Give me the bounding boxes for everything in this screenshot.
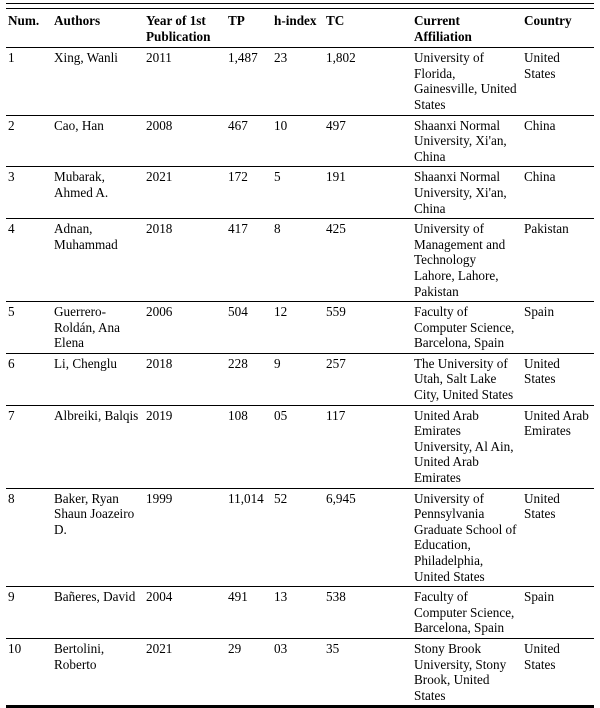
column-header-tc: TC <box>326 13 345 28</box>
cell-auth: Li, Chenglu <box>54 355 118 371</box>
cell-year: 2021 <box>146 169 173 185</box>
cell-year: 2018 <box>146 355 173 371</box>
cell-year: 2006 <box>146 304 173 320</box>
cell-ctry: United States <box>524 490 560 522</box>
cell-auth: Xing, Wanli <box>54 50 118 66</box>
cell-year: 2008 <box>146 117 173 133</box>
cell-tc: 191 <box>326 169 346 185</box>
cell-aff: Shaanxi Normal University, Xi'an, China <box>414 117 507 164</box>
header-row <box>6 9 594 48</box>
cell-tp: 228 <box>228 355 248 371</box>
cell-h: 8 <box>274 221 281 237</box>
cell-year: 2019 <box>146 407 173 423</box>
cell-h: 52 <box>274 490 288 506</box>
cell-ctry: United States <box>524 355 560 387</box>
table-row <box>6 48 594 115</box>
cell-num: 2 <box>8 117 15 133</box>
cell-num: 3 <box>8 169 15 185</box>
table-row <box>6 489 594 587</box>
cell-tp: 11,014 <box>228 490 264 506</box>
cell-auth: Baker, Ryan Shaun Joazeiro D. <box>54 490 135 537</box>
cell-h: 05 <box>274 407 288 423</box>
column-header-tp: TP <box>228 13 245 28</box>
cell-auth: Bañeres, David <box>54 589 136 605</box>
cell-tp: 467 <box>228 117 248 133</box>
table-row <box>6 302 594 353</box>
cell-h: 5 <box>274 169 281 185</box>
cell-year: 2018 <box>146 221 173 237</box>
cell-tc: 425 <box>326 221 346 237</box>
cell-aff: Faculty of Computer Science, Barcelona, Spain <box>414 304 515 351</box>
cell-aff: University of Pennsylvania Graduate School of Education, Philadelphia, United States <box>414 490 517 584</box>
table-row <box>6 219 594 301</box>
cell-h: 23 <box>274 50 288 66</box>
cell-aff: The University of Utah, Salt Lake City, United States <box>414 355 514 403</box>
cell-tc: 117 <box>326 407 346 423</box>
cell-auth: Bertolini, Roberto <box>54 640 105 672</box>
cell-tp: 29 <box>228 640 242 656</box>
cell-year: 2021 <box>146 640 173 656</box>
cell-ctry: United States <box>524 640 560 672</box>
cell-num: 5 <box>8 304 15 320</box>
cell-ctry: Pakistan <box>524 221 569 237</box>
column-header-authors: Authors <box>54 13 101 28</box>
cell-num: 1 <box>8 50 15 66</box>
cell-tc: 538 <box>326 589 346 605</box>
column-header-affiliation: Current Affiliation <box>414 13 472 44</box>
cell-tc: 35 <box>326 640 340 656</box>
cell-aff: Faculty of Computer Science, Barcelona, Spain <box>414 589 515 636</box>
cell-tp: 417 <box>228 221 248 237</box>
cell-ctry: China <box>524 117 556 133</box>
cell-aff: Shaanxi Normal University, Xi'an, China <box>414 169 507 216</box>
column-header-country: Country <box>524 13 572 28</box>
table-row <box>6 587 594 638</box>
cell-tc: 6,945 <box>326 490 356 506</box>
table-row <box>6 116 594 167</box>
cell-tc: 1,802 <box>326 50 356 66</box>
cell-num: 9 <box>8 589 15 605</box>
cell-h: 9 <box>274 355 281 371</box>
top-authors-table <box>6 9 594 705</box>
cell-h: 13 <box>274 589 288 605</box>
table-header <box>6 9 594 48</box>
cell-num: 7 <box>8 407 15 423</box>
table-row <box>6 167 594 218</box>
cell-num: 8 <box>8 490 15 506</box>
column-header-num: Num. <box>8 13 40 28</box>
cell-auth: Albreiki, Balqis <box>54 407 139 423</box>
cell-tc: 497 <box>326 117 346 133</box>
cell-aff: University of Management and Technology Lahore, Lahore, Pakistan <box>414 221 506 299</box>
cell-ctry: Spain <box>524 589 555 605</box>
table-row <box>6 354 594 405</box>
cell-aff: Stony Brook University, Stony Brook, United States <box>414 640 507 703</box>
cell-tp: 172 <box>228 169 248 185</box>
table-top-rule-outer <box>6 3 594 4</box>
authors-table-container <box>0 3 600 708</box>
cell-auth: Guerrero-Roldán, Ana Elena <box>54 304 120 351</box>
cell-ctry: United Arab Emirates <box>524 407 589 439</box>
cell-tc: 559 <box>326 304 346 320</box>
cell-tp: 1,487 <box>228 50 258 66</box>
cell-ctry: China <box>524 169 556 185</box>
table-body <box>6 48 594 706</box>
cell-aff: United Arab Emirates University, Al Ain, United Arab Emirates <box>414 407 514 486</box>
cell-num: 10 <box>8 640 22 656</box>
cell-auth: Cao, Han <box>54 117 104 133</box>
cell-year: 2004 <box>146 589 173 605</box>
cell-aff: University of Florida, Gainesville, United States <box>414 50 517 112</box>
cell-year: 1999 <box>146 490 173 506</box>
cell-year: 2011 <box>146 50 172 66</box>
cell-h: 12 <box>274 304 288 320</box>
cell-tp: 491 <box>228 589 248 605</box>
table-row <box>6 639 594 705</box>
column-header-year: Year of 1st Publication <box>146 13 211 44</box>
column-header-hindex: h-index <box>274 13 317 28</box>
cell-ctry: Spain <box>524 304 555 320</box>
cell-num: 6 <box>8 355 15 371</box>
cell-tp: 504 <box>228 304 248 320</box>
cell-h: 10 <box>274 117 288 133</box>
cell-tc: 257 <box>326 355 346 371</box>
cell-ctry: United States <box>524 50 560 81</box>
cell-auth: Adnan, Muhammad <box>54 221 118 252</box>
table-row <box>6 406 594 488</box>
cell-tp: 108 <box>228 407 248 423</box>
cell-auth: Mubarak, Ahmed A. <box>54 169 109 200</box>
cell-num: 4 <box>8 221 15 237</box>
cell-h: 03 <box>274 640 288 656</box>
